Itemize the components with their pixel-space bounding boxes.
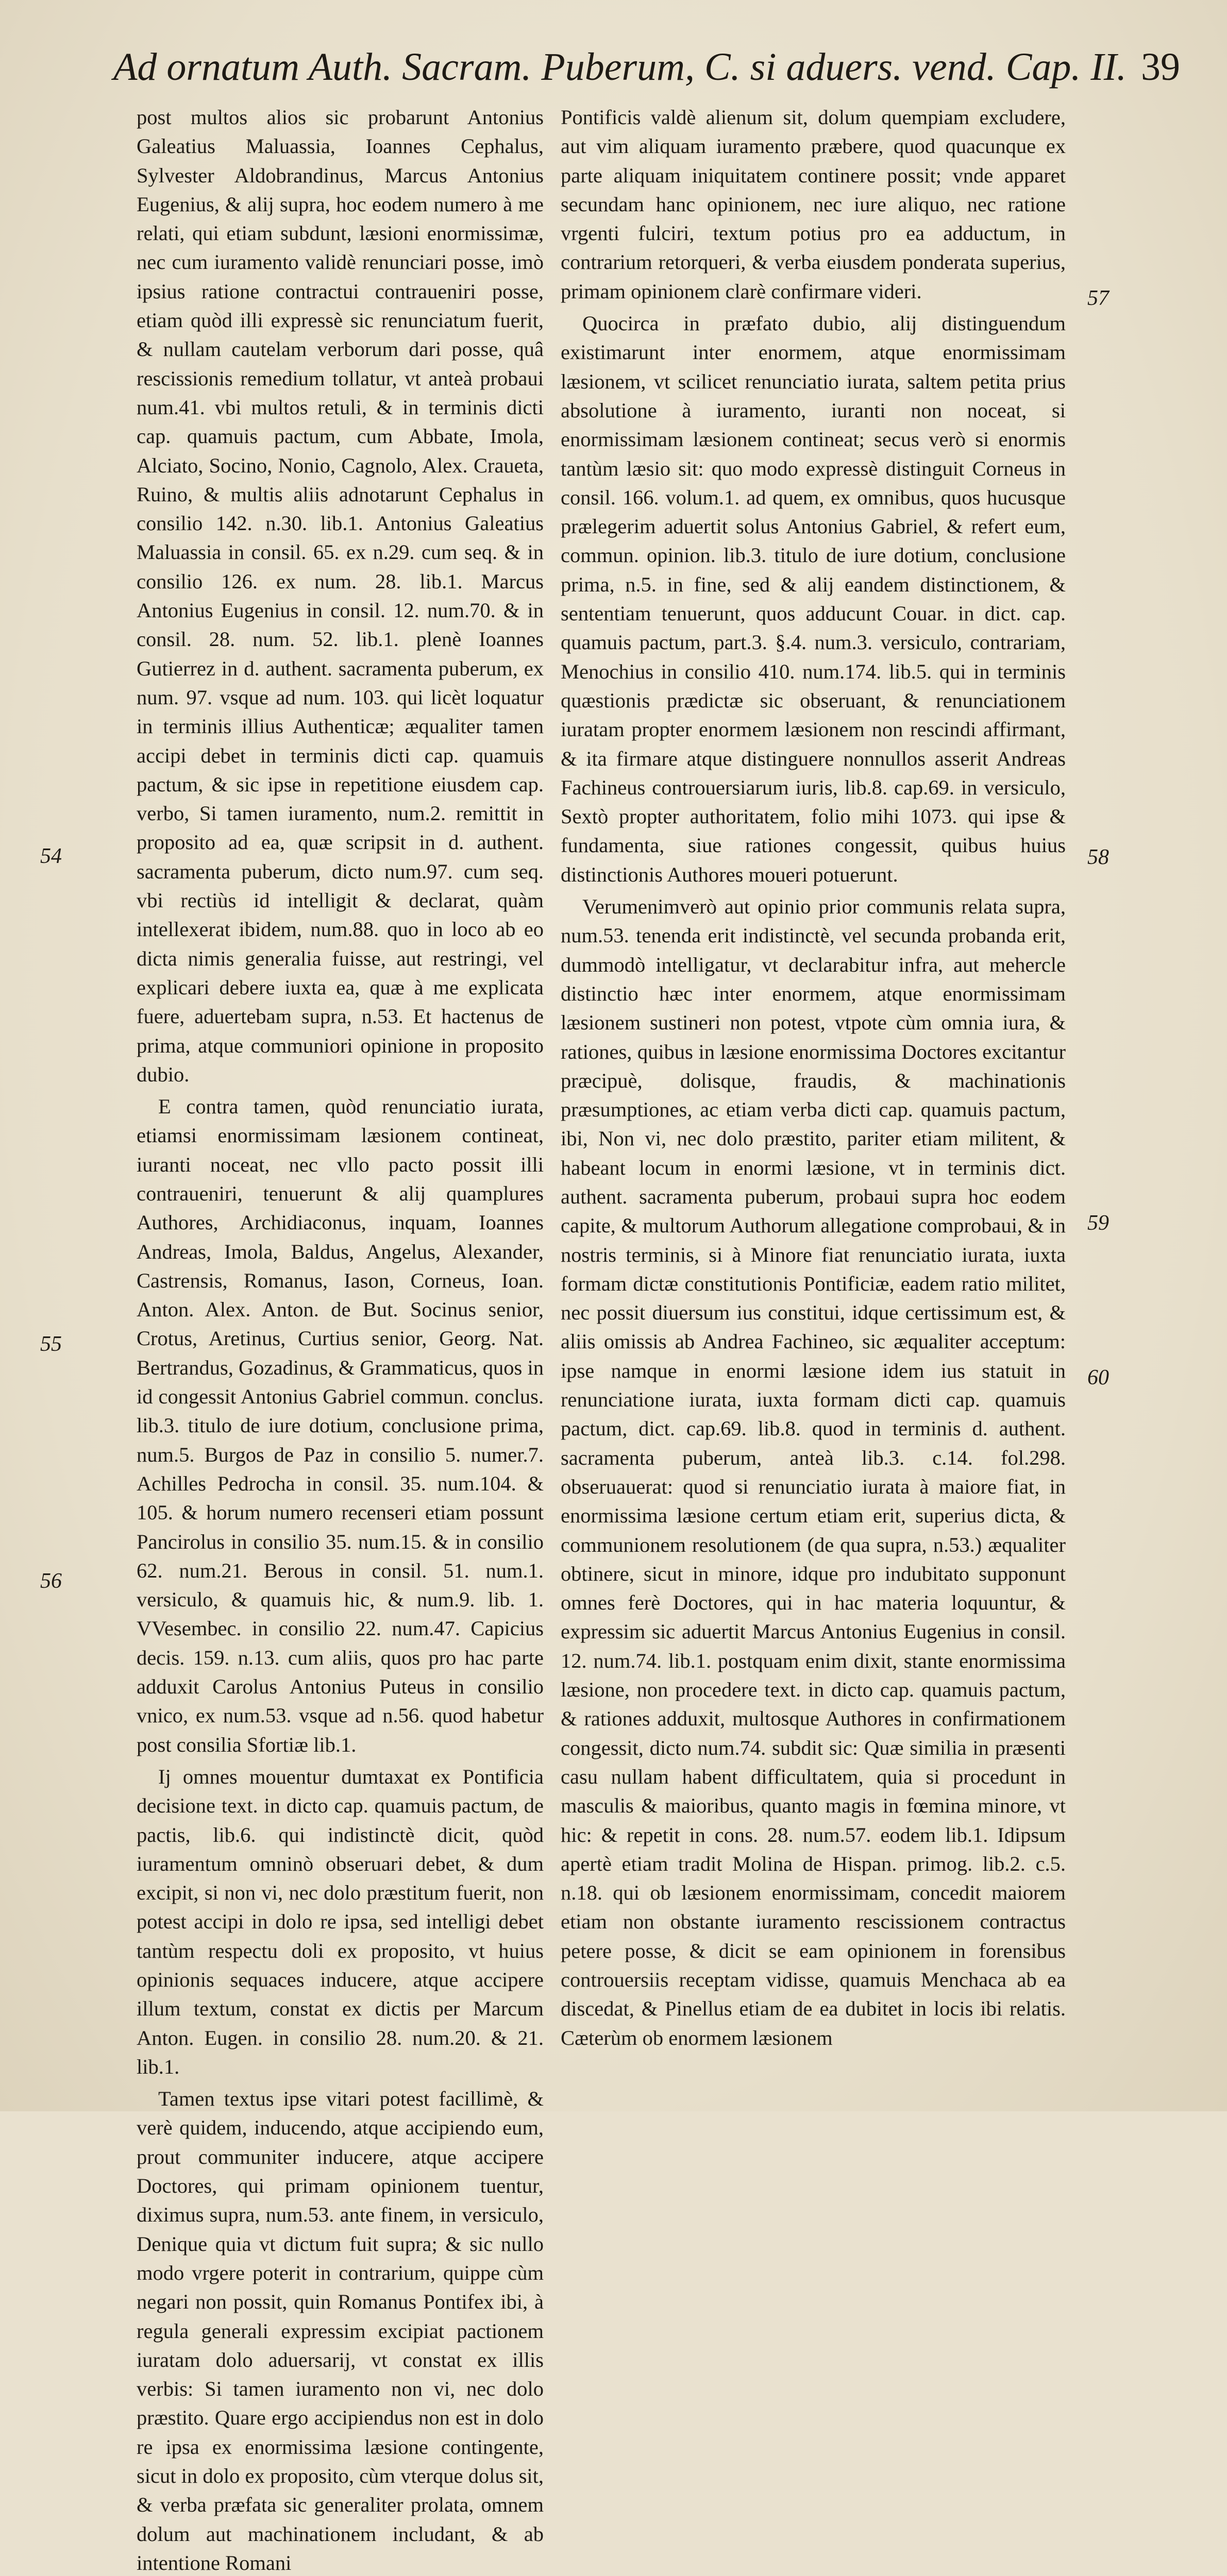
left-paragraph-2: E contra tamen, quòd renunciatio iurata, etiamsi enormissimam læsionem contineat, iuranti noceat, nec vllo pacto possit illi contraueniri, tenuerunt & alij quamplures Authores, Archidiaconus, inquam, Ioannes Andreas, Imola, Baldus, Angelus, Alexander, Castrensis, Romanus, Iason, Corneus, Ioan. Anton. Alex. Anton. de But. Socinus senior, Crotus, Aretinus, Curtius senior, Georg. Nat. Bertrandus, Gozadinus, & Grammaticus, quos in id congessit Antonius Gabriel commun. conclus. lib.3. titulo de iure dotium, conclusione prima, num.5. Burgos de Paz in consilio 5. numer.7. Achilles Pedrocha in consil. 35. num.104. & 105. & horum numero recenseri etiam possunt Pancirolus in consilio 35. num.15. & in consilio 62. num.21. Berous in consil. 51. num.1. versiculo, & quamuis hic, & num.9. lib. 1. VVesembec. in consilio 22. num.47. Capicius decis. 159. n.13. cum aliis, quos pro hac parte adduxit Carolus Antonius Puteus in consilio vnico, ex num.53. vsque ad n.56. quod habetur post consilia Sfortiæ lib.1. bbox=[137, 1095, 544, 1756]
margin-number-60: 60 bbox=[1087, 1366, 1109, 1389]
right-paragraph-1: Pontificis valdè alienum sit, dolum quempiam excludere, aut vim aliquam iuramento præbere, quod quacunque ex parte aliquam iniquitatem continere possit; vnde apparet secundam hanc opinionem, nec iure aliquo, nec ratione vrgenti fulciri, textum potius pro ea adductum, in contrarium retorqueri, & verba eiusdem ponderata superius, primam opinionem clarè confirmare videri. bbox=[561, 106, 1066, 303]
left-paragraph-3: Ij omnes mouentur dumtaxat ex Pontificia decisione text. in dicto cap. quamuis pactum, de pactis, lib.6. qui indistinctè dicit, quòd iuramentum omninò obseruari debet, & dum excipit, si non vi, nec dolo præstitum fuerit, non potest accipi in dolo re ipsa, sed intelligi debet tantùm respectu doli ex proposito, vt huius opinionis sequaces inducere, atque accipere illum textum, constat ex dictis per Marcum Anton. Eugen. in consilio 28. num.20. & 21. lib.1. bbox=[137, 1765, 544, 2078]
page-number: 39 bbox=[1141, 45, 1181, 89]
margin-number-57: 57 bbox=[1087, 286, 1109, 310]
right-paragraph-3: Verumenimverò aut opinio prior communis relata supra, num.53. tenenda erit indistinctè, vel secunda probanda erit, dummodò intelligatur, vt declarabitur infra, aut mehercle distinctio hæc inter enormem, atque enormissimam læsionem sustineri non potest, vtpote cùm omnia iura, & rationes, quibus in læsione enormissima Doctores excitantur præcipuè, dolisque, fraudis, & machinationis præsumptiones, ac etiam verba dicti cap. quamuis pactum, ibi, Non vi, nec dolo præstito, pariter etiam militent, & habeant locum in enormi læsione, vt in terminis dict. authent. sacramenta puberum, probaui supra hoc eodem capite, & multorum Authorum allegatione comprobaui, & in nostris terminis, si à Minore fiat renunciatio iurata, iuxta formam dictæ constitutionis Pontificiæ, eadem ratio militet, nec possit diuersum ius constitui, idque certissimum est, & aliis omissis ab Andrea Fachineo, sic æqualiter acceptum: ipse namque in enormi læsione idem ius statuit in renunciatione iurata, iuxta formam dicti cap. quamuis pactum, dict. cap.69. lib.8. quod in terminis d. authent. sacramenta puberum, anteà lib.3. c.14. fol.298. obseruauerat: quod si renunciatio iurata à maiore fiat, in enormissima læsione certum etiam erit, superius dicta, & communionem resolutionem (de qua supra, n.53.) æqualiter obtinere, sicut in minore, idque pro indubitato supponunt omnes ferè Doctores, qui in hac materia loquuntur, & expressim sic aduertit Marcus Antonius Eugenius in consil. 12. num.74. lib.1. postquam enim dixit, stante enormissima læsione, non procedere text. in dicto cap. quamuis pactum, & rationes adduxit, multosque Authores in confirmationem congessit, dicto num.74. subdit sic: Quæ similia in præsenti casu nullam habent difficultatem, quia si procedunt in masculis & maioribus, quanto magis in fœmina minore, vt hic: & repetit in cons. 28. num.57. eodem lib.1. Idipsum apertè etiam tradit Molina de Hispan. primog. lib.2. c.5. n.18. qui ob læsionem enormissimam, concedit maiorem etiam non obstante iuramento rescissionem contractus petere posse, & dicit se eam opinionem in forensibus controuersiis receptam vidisse, quamuis Menchaca ab ea discedat, & Pinellus etiam de ea dubitet in locis ibi relatis. Cæterùm ob enormem læsionem bbox=[561, 895, 1066, 2049]
margin-number-56: 56 bbox=[40, 1569, 62, 1593]
margin-number-59: 59 bbox=[1087, 1211, 1109, 1235]
running-title: Ad ornatum Auth. Sacram. Puberum, C. si aduers. vend. Cap. II. bbox=[113, 45, 1127, 89]
right-column bbox=[561, 103, 1066, 2053]
margin-number-55: 55 bbox=[40, 1332, 62, 1356]
running-header bbox=[113, 41, 1181, 93]
right-paragraph-2: Quocirca in præfato dubio, alij distinguendum existimarunt inter enormem, atque enormissimam læsionem, vt scilicet renunciatio iurata, saltem petita prius absolutione à iuramento, iuranti non noceat, si enormissimam læsionem contineat; secus verò si enormis tantùm læsio sit: quo modo expressè distinguit Corneus in consil. 166. volum.1. ad quem, ex omnibus, quos hucusque prælegerim aduertit solus Antonius Gabriel, & refert eum, commun. opinion. lib.3. titulo de iure dotium, conclusione prima, n.5. in fine, sed & alij eandem distinctionem, & sententiam tenuerunt, quos adducunt Couar. in dict. cap. quamuis pactum, part.3. §.4. num.3. versiculo, contrariam, Menochius in consilio 410. num.174. lib.5. qui in terminis quæstionis prædictæ sic obseruant, & renunciationem iuratam propter enormem læsionem non rescindi affirmant, & ita firmare atque distinguere nonnullos asserit Andreas Fachineus controuersiarum iuris, lib.8. cap.69. in versiculo, Sextò propter authoritatem, folio mihi 1073. qui ipse & fundamenta, siue rationes congessit, quibus huius distinctionis Authores moueri potuerunt. bbox=[561, 312, 1066, 886]
left-paragraph-1: post multos alios sic probarunt Antonius Galeatius Maluassia, Ioannes Cephalus, Sylvester Aldobrandinus, Marcus Antonius Eugenius, & alij supra, hoc eodem numero à me relati, qui etiam subdunt, læsioni enormissimæ, nec cum iuramento validè renunciari posse, imò ipsius ratione contractui contraueniri posse, etiam quòd illi expressè sic renunciatum fuerit, & nullam cautelam verborum dari posse, quâ rescissionis remedium tollatur, vt anteà probaui num.41. vbi multos retuli, & in terminis dicti cap. quamuis pactum, cum Abbate, Imola, Alciato, Socino, Nonio, Cagnolo, Alex. Craueta, Ruino, & multis aliis adnotarunt Cephalus in consilio 142. n.30. lib.1. Antonius Galeatius Maluassia in consil. 65. ex n.29. cum seq. & in consilio 126. ex num. 28. lib.1. Marcus Antonius Eugenius in consil. 12. num.70. & in consil. 28. num. 52. lib.1. plenè Ioannes Gutierrez in d. authent. sacramenta puberum, ex num. 97. vsque ad num. 103. qui licèt loquatur in terminis illius Authenticæ; æqualiter tamen accipi debet in terminis dicti cap. quamuis pactum, & sic ipse in repetitione eiusdem cap. verbo, Si tamen iuramento, num.2. remittit in proposito ad ea, quæ scripsit in d. authent. sacramenta puberum, dicto num.97. cum seq. vbi rectiùs id intelligit & declarat, quàm intellexerat ibidem, num.88. quo in loco ab eo dicta nimis generalia fuisse, aut restringi, vel explicari debere iuxta ea, quæ à me explicata fuere, aduertebam supra, n.53. Et hactenus de prima, atque communiori opinione in proposito dubio. bbox=[137, 106, 544, 1086]
margin-number-54: 54 bbox=[40, 844, 62, 868]
margin-number-58: 58 bbox=[1087, 845, 1109, 869]
left-paragraph-4: Tamen textus ipse vitari potest facillimè, & verè quidem, inducendo, atque accipiendo eum, prout communiter inducere, atque accipere Doctores, qui primam opinionem tuentur, diximus supra, num.53. ante finem, in versiculo, Denique quia vt dictum fuit supra; & sic nullo modo vrgere poterit in contrarium, quippe cùm negari non possit, quin Romanus Pontifex ibi, à regula generali expressim excipiat pactionem iuratam dolo aduersarij, vt constat ex illis verbis: Si tamen iuramento non vi, nec dolo præstito. Quare ergo accipiendus non est in dolo re ipsa ex enormissima læsione contingente, sicut in dolo ex proposito, cùm vterque dolus sit, & verba præfata sic generaliter prolata, omnem dolum aut machinationem includant, & ab intentione Romani bbox=[137, 2087, 544, 2574]
left-column bbox=[137, 103, 544, 2576]
